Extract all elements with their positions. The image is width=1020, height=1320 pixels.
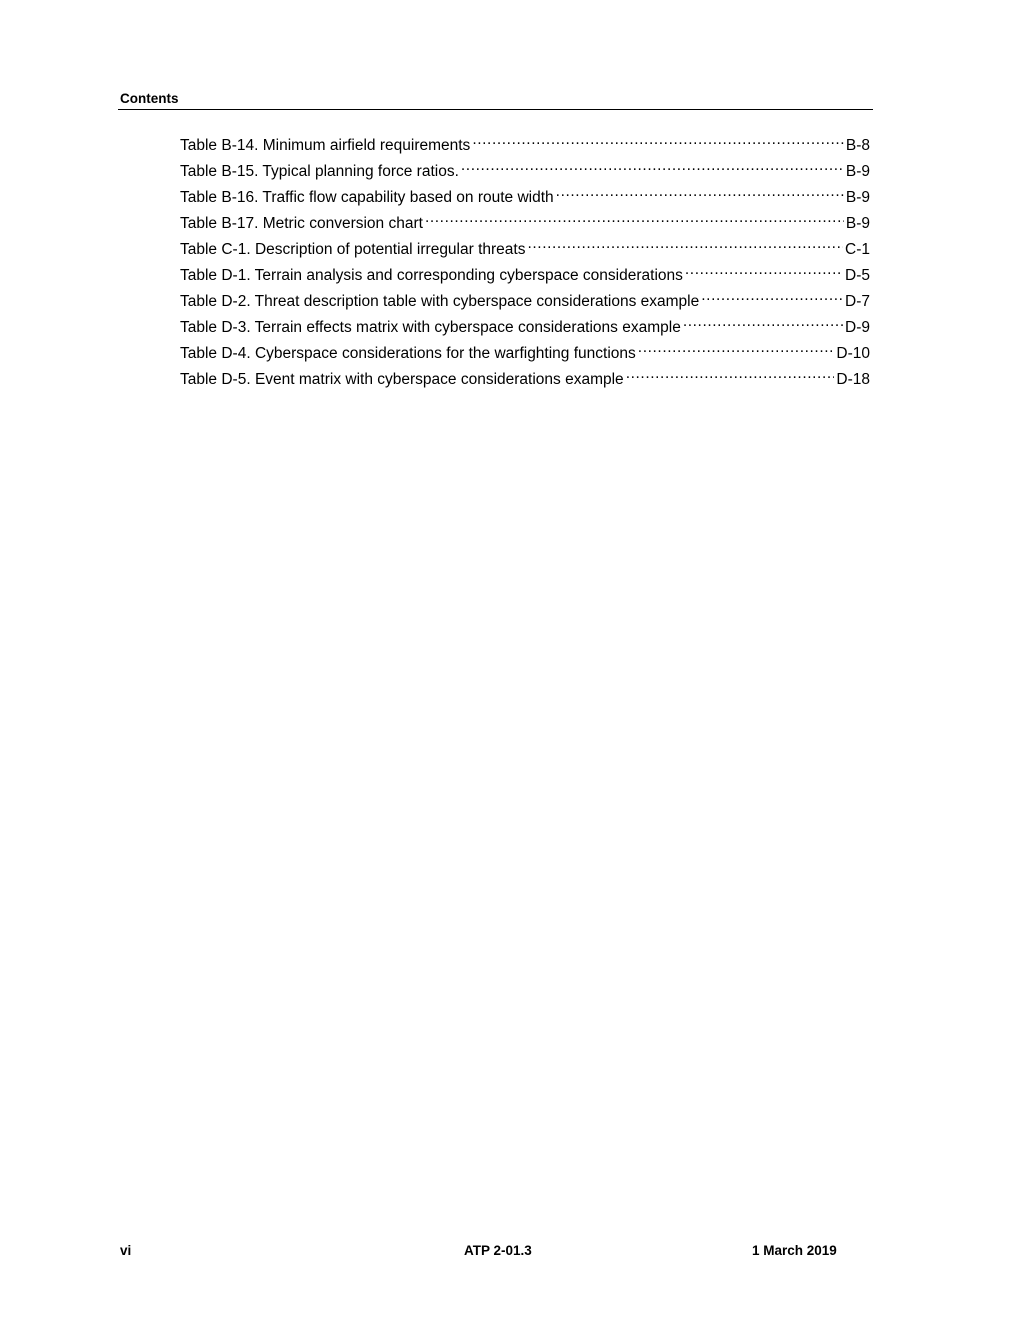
toc-entry[interactable] [180, 234, 870, 260]
toc-entry-label: Table B-14. Minimum airfield requirements [180, 137, 471, 154]
toc-dot-leader [683, 312, 843, 332]
toc-entry-page: D-5 [845, 267, 870, 284]
toc-entry-label: Table D-4. Cyberspace considerations for the warfighting functions [180, 345, 636, 362]
footer-document-id: ATP 2-01.3 [464, 1243, 532, 1258]
toc-entry-page: D-18 [836, 371, 870, 388]
header-divider [118, 109, 873, 110]
toc-dot-leader [685, 260, 843, 280]
toc-dot-leader [701, 286, 843, 306]
toc-entry[interactable] [180, 156, 870, 182]
toc-entry[interactable] [180, 286, 870, 312]
toc-entry[interactable] [180, 182, 870, 208]
page-header-title: Contents [120, 91, 179, 106]
toc-entry-label: Table B-16. Traffic flow capability based on route width [180, 189, 554, 206]
toc-entry-label: Table D-5. Event matrix with cyberspace considerations example [180, 371, 624, 388]
toc-entry-label: Table B-17. Metric conversion chart [180, 215, 423, 232]
footer-date: 1 March 2019 [752, 1243, 837, 1258]
toc-dot-leader [472, 130, 844, 150]
toc-entry-page: B-8 [845, 137, 870, 154]
toc-entry[interactable] [180, 338, 870, 364]
toc-entry-label: Table D-1. Terrain analysis and corresponding cyberspace considerations [180, 267, 683, 284]
toc-entry-label: Table D-2. Threat description table with cyberspace considerations example [180, 293, 700, 310]
toc-dot-leader [626, 364, 835, 384]
toc-entry-page: B-9 [845, 163, 870, 180]
toc-entry-page: C-1 [845, 241, 870, 258]
toc-entry-page: D-10 [836, 345, 870, 362]
toc-entry[interactable] [180, 312, 870, 338]
toc-dot-leader [461, 156, 844, 176]
toc-entry-page: B-9 [845, 215, 870, 232]
toc-entry[interactable] [180, 130, 870, 156]
toc-entry-label: Table B-15. Typical planning force ratios. [180, 163, 459, 180]
toc-dot-leader [425, 208, 844, 228]
table-of-contents [180, 130, 870, 390]
toc-dot-leader [556, 182, 844, 202]
footer-page-number: vi [120, 1243, 132, 1258]
toc-entry[interactable] [180, 260, 870, 286]
toc-entry-page: D-9 [845, 319, 870, 336]
toc-dot-leader [527, 234, 843, 254]
toc-entry-label: Table C-1. Description of potential irregular threats [180, 241, 526, 258]
toc-entry-page: D-7 [845, 293, 870, 310]
toc-entry[interactable] [180, 364, 870, 390]
toc-dot-leader [638, 338, 835, 358]
toc-entry[interactable] [180, 208, 870, 234]
toc-entry-page: B-9 [845, 189, 870, 206]
toc-entry-label: Table D-3. Terrain effects matrix with cyberspace considerations example [180, 319, 681, 336]
